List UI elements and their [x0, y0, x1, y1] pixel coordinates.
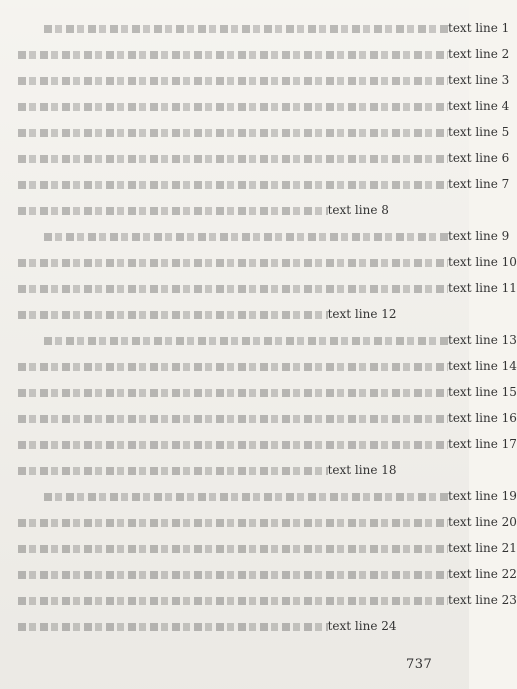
text-line-12: text line 12 [18, 301, 448, 327]
text-line-17: text line 17 [18, 431, 448, 457]
text-line-21: text line 21 [18, 535, 448, 561]
text-line-15: text line 15 [18, 379, 448, 405]
text-line-14: text line 14 [18, 353, 448, 379]
text-line-24: text line 24 [18, 613, 448, 639]
text-line-22: text line 22 [18, 561, 448, 587]
text-line-1: text line 1 [18, 15, 448, 41]
text-line-20: text line 20 [18, 509, 448, 535]
text-line-8: text line 8 [18, 197, 448, 223]
text-line-18: text line 18 [18, 457, 448, 483]
page-number: 737 [406, 657, 433, 672]
text-line-19: text line 19 [18, 483, 448, 509]
text-line-7: text line 7 [18, 171, 448, 197]
text-line-16: text line 16 [18, 405, 448, 431]
text-line-10: text line 10 [18, 249, 448, 275]
text-line-4: text line 4 [18, 93, 448, 119]
text-line-2: text line 2 [18, 41, 448, 67]
text-line-11: text line 11 [18, 275, 448, 301]
text-line-9: text line 9 [18, 223, 448, 249]
text-line-6: text line 6 [18, 145, 448, 171]
text-line-3: text line 3 [18, 67, 448, 93]
text-line-23: text line 23 [18, 587, 448, 613]
text-line-5: text line 5 [18, 119, 448, 145]
main-text-block [18, 15, 517, 637]
text-line-13: text line 13 [18, 327, 448, 353]
